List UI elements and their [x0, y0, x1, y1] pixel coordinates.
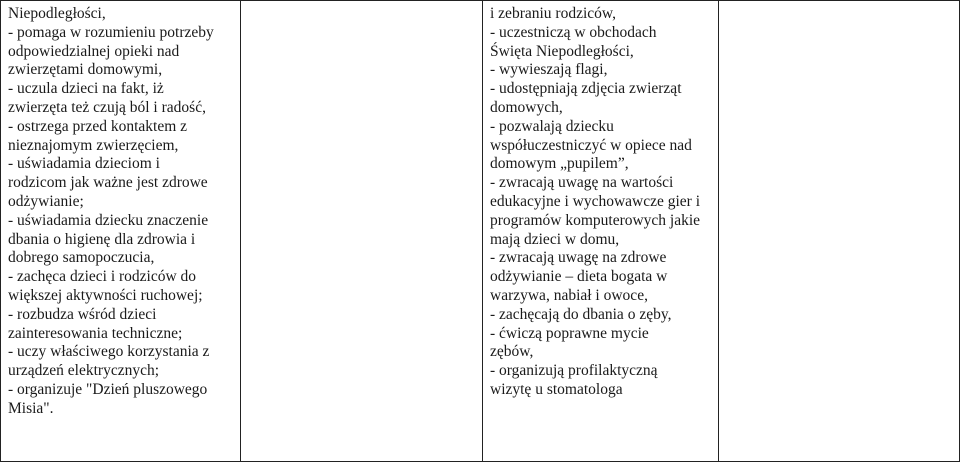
- text-line: wizytę u stomatologa: [490, 380, 623, 398]
- text-line: zwierzęta też czują ból i radość,: [8, 98, 206, 116]
- text-line: odpowiedzialnej opieki nad: [8, 42, 180, 60]
- text-line: - zwracają uwagę na zdrowe: [490, 249, 667, 267]
- text-line: edukacyjne i wychowawcze gier i: [490, 192, 701, 210]
- text-line: - rozbudza wśród dzieci: [8, 305, 157, 323]
- text-line: współuczestniczyć w opiece nad: [490, 136, 692, 154]
- table-cell-parents: [483, 1, 719, 462]
- table-cell-empty: [241, 1, 483, 462]
- text-line: - uczy właściwego korzystania z: [8, 343, 210, 361]
- text-line: warzywa, nabiał i owoce,: [490, 286, 648, 304]
- text-line: zainteresowania techniczne;: [8, 324, 183, 342]
- text-line: rodzicom jak ważne jest zdrowe: [8, 174, 208, 192]
- text-line: - ćwiczą poprawne mycie: [490, 324, 649, 342]
- text-line: Niepodległości,: [8, 5, 106, 22]
- text-line: - uświadamia dziecku znaczenie: [8, 211, 209, 229]
- text-line: zwierzętami domowymi,: [8, 61, 163, 79]
- text-line: większej aktywności ruchowej;: [8, 286, 203, 304]
- text-line: domowych,: [490, 98, 563, 116]
- text-line: - pozwalają dziecku: [490, 117, 614, 135]
- table-cell-empty: [719, 1, 960, 462]
- text-line: urządzeń elektrycznych;: [8, 362, 160, 380]
- text-line: nieznajomym zwierzęciem,: [8, 136, 179, 154]
- text-line: domowym „pupilem”,: [490, 155, 629, 173]
- cell-text: [1, 1, 240, 419]
- table-row: [1, 1, 960, 462]
- text-line: odżywianie;: [8, 192, 84, 210]
- text-line: - wywieszają flagi,: [490, 61, 608, 79]
- text-line: i zebraniu rodziców,: [490, 5, 616, 22]
- text-line: - udostępniają zdjęcia zwierząt: [490, 80, 682, 98]
- text-line: programów komputerowych jakie: [490, 211, 701, 229]
- text-line: - ostrzega przed kontaktem z: [8, 117, 188, 135]
- text-line: - zachęca dzieci i rodziców do: [8, 268, 197, 286]
- text-line: - zwracają uwagę na wartości: [490, 174, 674, 192]
- text-line: - uczestniczą w obchodach: [490, 23, 657, 41]
- text-line: zębów,: [490, 343, 534, 361]
- text-line: Misia".: [8, 399, 54, 417]
- text-line: - organizuje "Dzień pluszowego: [8, 380, 208, 398]
- text-line: dbania o higienę dla zdrowia i: [8, 230, 196, 248]
- cell-text: [483, 1, 718, 400]
- text-line: mają dzieci w domu,: [490, 230, 620, 248]
- text-line: - pomaga w rozumieniu potrzeby: [8, 23, 214, 41]
- text-line: - uświadamia dzieciom i: [8, 155, 160, 173]
- table-cell-goals: [1, 1, 241, 462]
- text-line: odżywianie – dieta bogata w: [490, 268, 668, 286]
- text-line: - uczula dzieci na fakt, iż: [8, 80, 164, 98]
- text-line: dobrego samopoczucia,: [8, 249, 155, 267]
- text-line: Święta Niepodległości,: [490, 42, 634, 60]
- text-line: - zachęcają do dbania o zęby,: [490, 305, 672, 323]
- text-line: - organizują profilaktyczną: [490, 362, 658, 380]
